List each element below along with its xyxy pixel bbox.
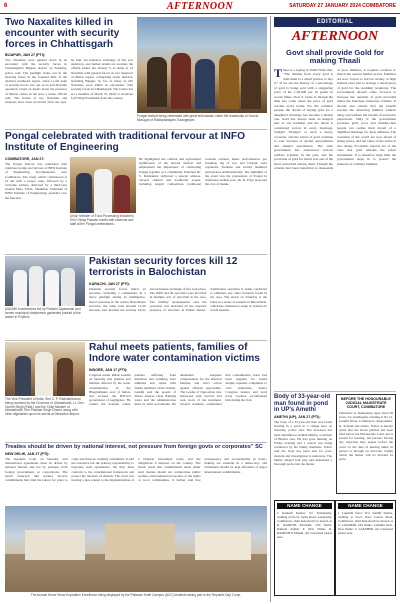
divider (5, 129, 267, 130)
editorial-banner: EDITORIAL (274, 17, 396, 27)
brief-headline: Body of 33-year-old man found in pond in UP's Amethi (274, 394, 331, 414)
court-notice-title: BEFORE THE HONOURABLE JUDICIAL MAGISTRATE COURT, COIMBATORE (341, 397, 391, 409)
story-2-body-part-2: He highlighted the cultural and agricultural significance of the harvest festival and emphasized the importance of celebrating Pongal together as a community. Principal Dr. S. Ravikumar delivered a special address. Several cultural and traditional events, including rangoli competition, traditional costume contests, music performances, pot breaking, tug of war, and Uriyadi, were organized. Students and faculty members participated enthusiastically. The highlight of the event was the preparation of Pongal in traditional earthen pots. Dr. R. Priya proposed the vote of thanks. (139, 157, 267, 187)
editorial-paragraph: here is a saying in Tamil Nadu that, "The maiden from every gold is with them is a small portion to buy it." If we see the history of a percentage of gold is being sold with a staggering price of Rs. 1.50,000 per 10 grams in recent times. Now it looks as though the time has come when the price of gold reaches every home. For the common people, the dream of buying gold for a daughter's marriage has become a distant one. Gold has always been an integral part of our tradition and the thaali is considered sacred in every marriage. Tonight "mangal" is such a heavy occasion, and the prices of gold continue to soar because of global uncertainties and market speculation. The state government has announced various welfare schemes in the past, and the provision of gold for thaali was one of the most welcomed among them. Though the scheme had been beneficial to thousands of poor families, it requires revision to match the current market prices. Families are now forced to borrow money at high interest rates just to arrange a small piece of gold for the wedding ceremony. The Government should come forward to increase the quantity of gold provided under the marriage assistance scheme. It should also ensure that the benefit reaches the deserving families without delay and without the burden of excessive paperwork. Only if the government provides gold, poor and middle-class people can realise their dream of a dignified marriage for their children. The countries of the world are now afraid of rising prices, and the value of the dollar is also shaky. Economic experts are of the view that gold remains the safest investment. It is therefore high time the government steps in to protect the interests of ordinary families. (274, 68, 396, 170)
story-3-photo (5, 256, 85, 306)
story-5-photo-caption: The Annual Home Show Exposition Excellence being displayed by the Pallavan Hotel Campus (ACC) students taking part in the Republic Day Comp. (30, 593, 242, 597)
story-1-photo-caption: Pongal festival being celebrated with great enthusiasm under the leadership of Sooluri Murugan of Rakkiyaalayam, Kaangeyam. (137, 114, 259, 122)
name-change-title: NAME CHANGE (338, 503, 393, 509)
story-1-byline: BIJAPUR, JAN 27 (PTI): (5, 53, 46, 57)
story-1-body: Two Naxalites were gunned down in an encounter with the security forces in Chhattisgarh's Bijapur district on Saturday, police said. The gunfight broke out in the morning hours in the forested hills of the district's southwest region, when a joint team of security forces was out on an anti-Naxalite operation, based on inputs about the presence of Maoist cadres in the area, a senior official said. The bodies of two Naxalites and weapons have been recovered from the spot, he said. An intensive exchange of fire was underway, and further details are awaited, the official added. On January 3, as many as 14 Naxalites with general forces on two instances of Bastar region, comprising seven districts, including Bijapur. So far, as many as 245 Naxalites were killed in encounters with security forces in Chhattisgarh. The Centre has set a deadline of March 31, 2026, to eradicate Left Wing Extremism from the country. (5, 58, 133, 105)
divider (5, 254, 267, 255)
editorial-text (274, 68, 396, 170)
story-5-headline: Treaties should be driven by national interest, not pressure from foreign govts or corporates" SC (5, 444, 263, 450)
divider (274, 391, 396, 392)
masthead-title: AFTERNOON (166, 1, 234, 12)
story-5-byline: NEW DELHI, JAN 27 (PTI): (5, 452, 50, 456)
story-4-headline: Rahul meets patients, families of Indore water contamination victims (89, 342, 260, 364)
story-3-headline: Pakistan security forces kill 12 terrorists in Balochistan (89, 256, 238, 278)
editorial-logo: AFTERNOON (291, 29, 379, 44)
editorial-headline: Govt shall provide Gold for making Thaali (286, 48, 384, 66)
divider (5, 340, 267, 341)
name-change-ad (274, 500, 335, 596)
story-3-body: Pakistani security forces killed 12 terrorists, including a commander, in a fierce gunfight during an intelligence-based operation in the restive Balochistan province, the army said. Around 15-20 terrorists had attacked the security forces and an intense exchange of fire took place. The ISPR said the terrorists were involved in multiple acts of terrorism in the area. The military spokesperson said the operation was launched on the reported presence of terrorists in Pishin district. Sanitisation operation is being conducted to eliminate any other terrorists found in the area. The attack on Saturday is the latest in a series of assaults in Balochistan, which has witnessed a surge in violence in recent months. (89, 287, 267, 313)
story-4-photo (5, 342, 85, 396)
brief-byline: AMETHI (UP), JAN 27 (PTI): (274, 415, 321, 419)
story-1-photo (137, 17, 267, 113)
story-2-photo-caption: Union Minister of Food Processing Industries, Shri Chirag Paswan meets with students and staff at the Pongal celebrations. (70, 214, 135, 226)
story-2-byline: COIMBATORE, JAN 27: (5, 157, 45, 161)
name-change-ad (335, 500, 396, 596)
divider (5, 442, 267, 443)
story-5-body: The Supreme Court on Saturday said international agreements must be driven by national interest and not by pressure from foreign governments or corporations. The bench observed that treaties involve commitments that bind the nation for years to come and must be carefully scrutinised. It said the executive has the primary responsibility to negotiate such agreements, but they must conform to the constitutional framework and protect the interests of citizens. The court was hearing a plea related to the implementation of a bilateral investment treaty and the obligations it imposes on the country. The bench noted that commitments made under such treaties should not compromise public welfare, environmental protection, or the rights of local communities. It further said that transparency and accountability in treaty-making are essential in a democracy, and Parliament should be kept informed of major international commitments. (5, 457, 267, 483)
masthead (0, 0, 400, 14)
editorial-body (274, 68, 396, 390)
masthead-date: SATURDAY 27 JANUARY 2024 COIMBATORE (289, 3, 396, 9)
story-2-photo (70, 157, 136, 213)
name-change-title: NAME CHANGE (277, 503, 332, 509)
page-number: 6 (4, 3, 8, 9)
name-change-body: I, Ramesh Kumar, S/o Palanisamy, residing at No.12, Sathy Road, Ganapathy, Coimbatore, shall henceforth be known as R. RAMESH KUMAR. Old Name: Ramesh Kumar P. New Name: R. RAMESH KUMAR. All concerned please note. (277, 511, 332, 539)
story-3-byline: KARACHI, JAN 27 (PTI): (89, 282, 130, 286)
story-2-headline: Pongal celebrated with traditional fervour at INFO Institute of Engineering (5, 131, 246, 153)
story-4-photo-caption: The Vice-President of India, Shri C. P. Radhakrishnan being received by the Governor of Uttarakhand, Lt. Gen. Gurmit Singh (Retd.) and the Chief Minister of Uttarakhand, Shri Pushkar Singh Dhami, along with other dignitaries upon his arrival at Dehradun Airport. (5, 397, 85, 417)
story-1-headline: Two Naxalites killed in encounter with security forces in Chhattisgarh (5, 17, 120, 50)
court-notice-box (336, 394, 396, 494)
name-change-body: I, Lakshmi Devi, W/o Senthil Kumar, residing at No.5, Race Course Road, Coimbatore, shall henceforth be known as S. LAKSHMI. Old Name: Lakshmi Devi. New Name: S. LAKSHMI. All concerned please note. (338, 511, 393, 535)
story-2-body-part-1: The Pongal festival was celebrated with traditional pomp and fervour at INFO Institute of Engineering, Kovilpalayam, near Coimbatore. The event, which commenced at 10 am with a prayer song, followed by a welcome address delivered by a third-year student Miss. S.B.K. Shanthini, Chairman of INFO Institute of Engineering, presided over the function. (5, 162, 67, 200)
story-4-byline: INDORE, JAN 17 (PTI): (89, 368, 128, 372)
story-4-body: Congress leader Rahul Gandhi on Saturday met patients and families affected by the water contamination in the Bhagirathpura area of Indore and accused the BJP-led government of negligence. He visited the hospital where patients suffering from diarrhoea and vomiting were admitted and spoke with family members of the victims. Gandhi said the people of Indore deserve clean drinking water and the administration must be held accountable. He demanded adequate compensation for the affected families and strict action against officials responsible. The Leader of Opposition also interacted with doctors and took stock of the treatment. Several residents complained that contaminated water had been supplied for weeks despite repeated complaints to civic authorities. Senior Congress leaders and local party workers accompanied him during the visit. (89, 373, 267, 407)
column-divider (270, 16, 271, 602)
story-5-photo (5, 506, 267, 592)
editorial-drop-cap: T (274, 68, 283, 80)
brief-body: The body of a 33-year-old man was found floating in a pond in a village here on Saturday, police said. The deceased has been identified as Ashish Mishra, a resident of Bhadar area. He had gone missing on Friday evening and a search was being conducted by his family members. Police said the body has been sent for post-mortem and investigation is underway. The family alleged foul play and demanded a thorough probe into the matter. (274, 420, 332, 467)
court-notice-body: Petitioner: A. Ramasamy, aged about 62 years, S/o Arumugam, residing at No.14, Gandhi Street, Coimbatore. Respondent: K. Selvam and others. Notice is hereby given that the above petition has been filed before the Honourable Court and is posted for hearing. All persons having any objection may appear before the court on the date of hearing either in person or through an advocate, failing which the matter will be decided ex parte. (339, 411, 393, 462)
story-3-photo-caption: AIADMK functionaries led by Pollachi Jayaraman and former municipal chairperson garlanded portrait of the leader in Pollachi. (5, 307, 81, 319)
